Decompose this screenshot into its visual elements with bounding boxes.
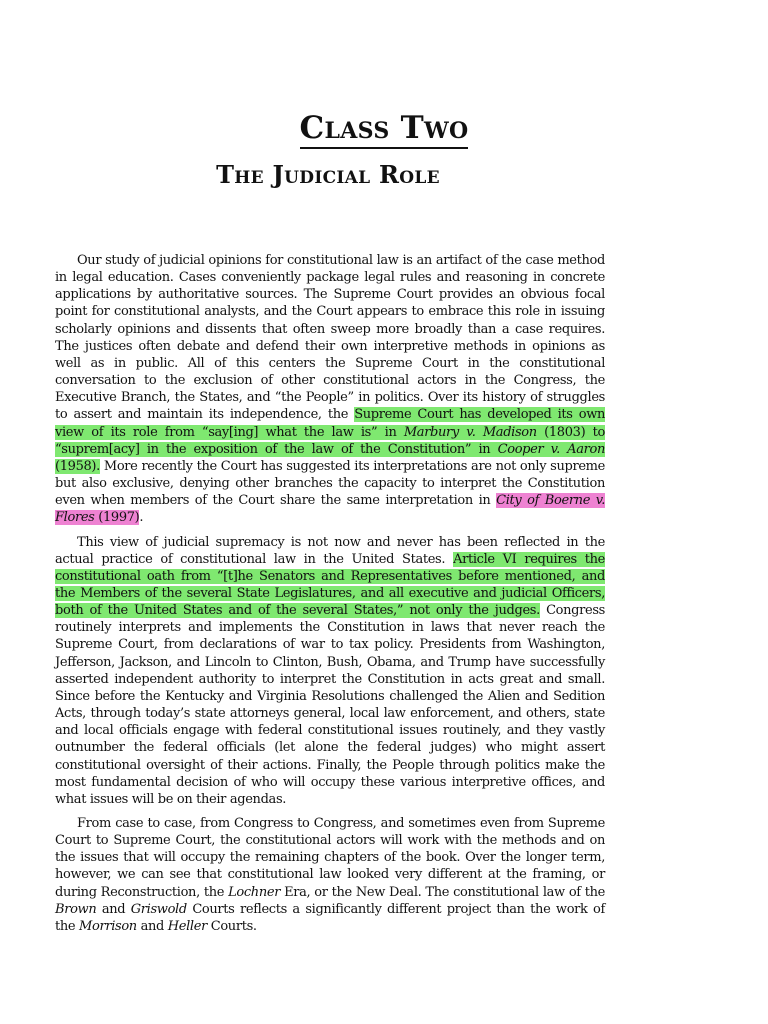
body-text: [55, 252, 605, 942]
paragraph-2: This view of judicial supremacy is not now and never has been reflected in the actual practice of constitutional law in the United States. Article VI requires the constitutional oath from “[t]he Senators and Representatives before mentioned, and the Members of the several State Legislatures, and all executive and judicial Officers, both of the United States and of the several States,” not only the judges. Congress routinely interprets and implements the Constitution in laws that never reach the Supreme Court, from declarations of war to tax policy. Presidents from Washington, Jefferson, Jackson, and Lincoln to Clinton, Bush, Obama, and Trump have successfully asserted independent authority to interpret the Constitution in acts great and small. Since before the Kentucky and Virginia Resolutions challenged the Alien and Sedition Acts, through today’s state attorneys general, local law enforcement, and others, state and local officials engage with federal constitutional issues routinely, and they vastly outnumber the federal officials (let alone the federal judges) who might assert constitutional oversight of their actions. Finally, the People through politics make the most fundamental decision of who will occupy these various interpretive offices, and what issues will be on their agendas.: [55, 534, 605, 807]
highlight-green: Article VI requires the constitutional oath from “[t]he Senators and Representatives before mentioned, and the Members of the several State Legislatures, and all executive and judicial Officers, both of the United States and of the several States,” not only the judges.: [55, 551, 605, 619]
paragraph-1: Our study of judicial opinions for constitutional law is an artifact of the case method in legal education. Cases conveniently package legal rules and reasoning in concrete applications by authoritative sources. The Supreme Court provides an obvious focal point for constitutional analysts, and the Court appears to embrace this role in issuing scholarly opinions and dissents that often sweep more broadly than a case requires. The justices often debate and defend their own interpretive methods in opinions as well as in public. All of this centers the Supreme Court in the constitutional conversation to the exclusion of other constitutional actors in the Congress, the Executive Branch, the States, and “the People” in politics. Over its history of struggles to assert and maintain its independence, the Supreme Court has developed its own view of its role from “say[ing] what the law is” in Marbury v. Madison (1803) to “suprem[acy] in the exposition of the law of the Constitution” in Cooper v. Aaron (1958). More recently the Court has suggested its interpretations are not only supreme but also exclusive, denying other branches the capacity to interpret the Constitution even when members of the Court share the same interpretation in City of Boerne v. Flores (1997).: [55, 253, 606, 526]
paragraph-3: From case to case, from Congress to Congress, and sometimes even from Supreme Court to Supreme Court, the constitutional actors will work with the methods and on the issues that will occupy the remaining chapters of the book. Over the longer term, however, we can see that constitutional law looked very different at the framing, or during Reconstruction, the Lochner Era, or the New Deal. The constitutional law of the Brown and Griswold Courts reflects a significantly different project than the work of the Morrison and Heller Courts.: [55, 816, 606, 934]
highlight-pink: City of Boerne v. Flores (1997): [55, 493, 605, 526]
highlight-green: Supreme Court has developed its own view of its role from “say[ing] what the law is” in Marbury v. Madison (1803) to “suprem[acy] in the exposition of the law of the Constitution” in Cooper v. Aaron (1958).: [55, 407, 606, 474]
chapter-subtitle: The Judicial Role: [216, 160, 440, 189]
chapter-title: Class Two: [0, 110, 768, 146]
